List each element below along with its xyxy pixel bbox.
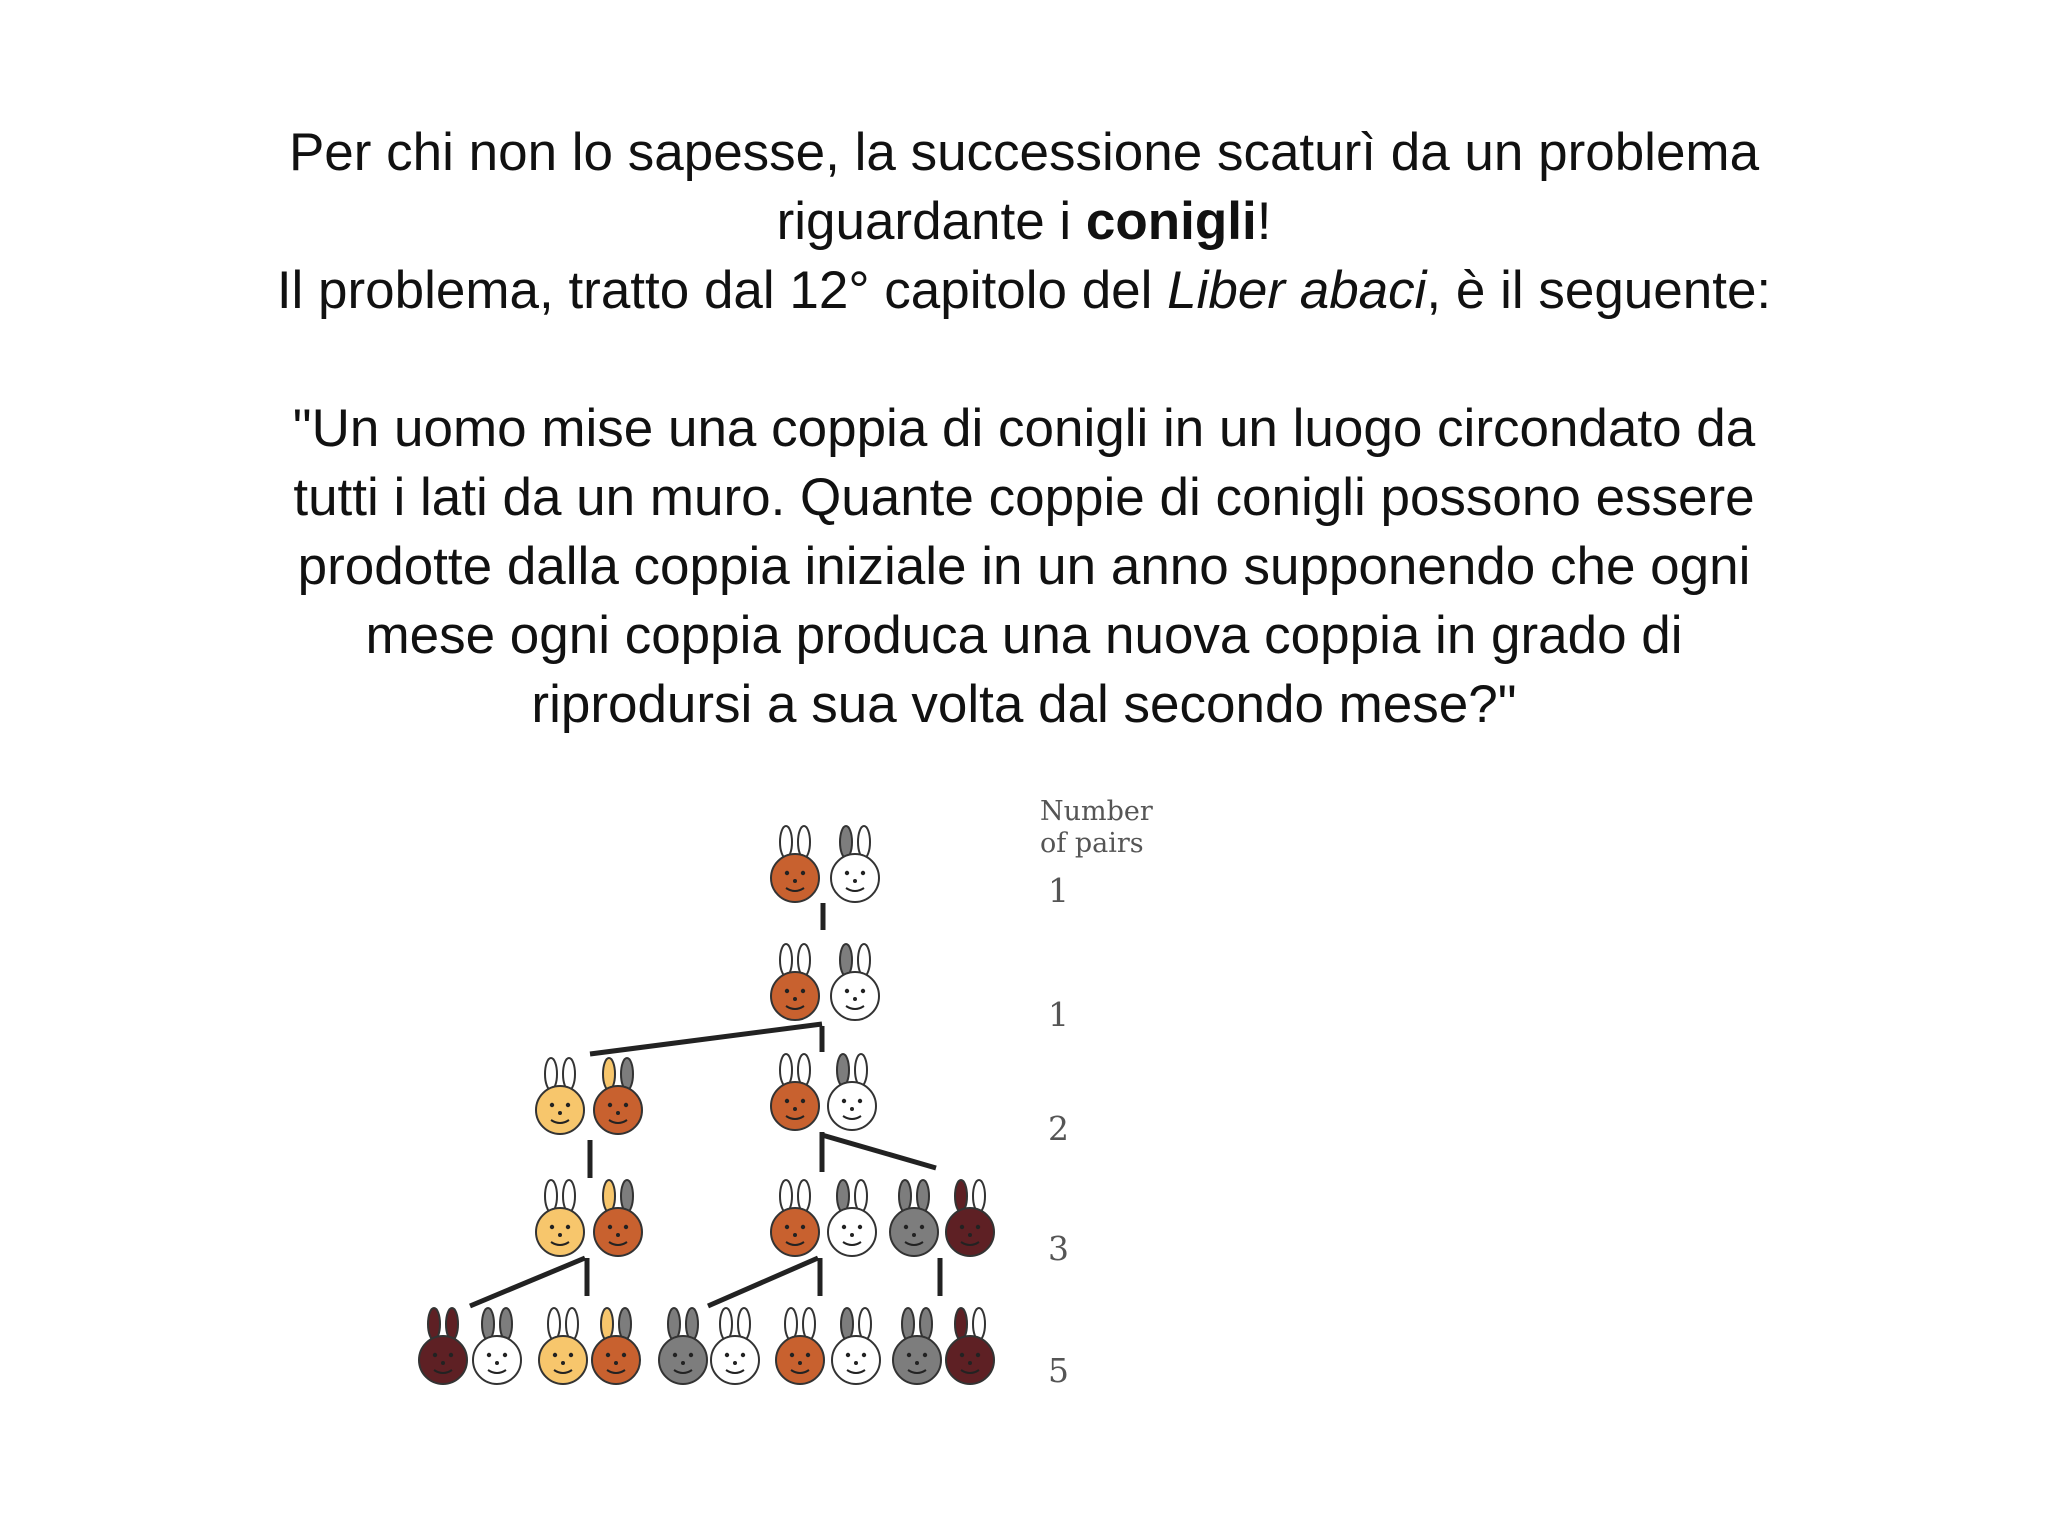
- rabbit-r4-6: [946, 1180, 994, 1256]
- quote-line-1: "Un uomo mise una coppia di conigli in un luogo circondato da: [292, 399, 1756, 458]
- rabbit-r5-10: [946, 1308, 994, 1384]
- paragraph-gap: [150, 325, 1898, 394]
- connector-r2-branch: [590, 1024, 822, 1054]
- pair-count-row-2: 1: [1048, 995, 1069, 1034]
- rabbit-r5-2: [473, 1308, 521, 1384]
- column-header-line-1: Number: [1040, 796, 1153, 827]
- intro-line-2-end: !: [1256, 192, 1272, 251]
- intro-line-3: [150, 256, 1898, 325]
- rabbit-r5-8: [832, 1308, 880, 1384]
- rabbit-r5-7: [776, 1308, 824, 1384]
- rabbit-r4-2: [594, 1180, 642, 1256]
- rabbit-r2-2: [831, 944, 879, 1020]
- connector-r4-mid-branch: [708, 1258, 818, 1306]
- rabbit-r5-9: [893, 1308, 941, 1384]
- rabbit-r5-3: [539, 1308, 587, 1384]
- connector-r4-left-branch: [470, 1258, 585, 1306]
- quote-line-5: riprodursi a sua volta dal secondo mese?": [531, 675, 1517, 734]
- rabbit-tree-figure: [0, 780, 2048, 1536]
- connector-r3-branch: [822, 1135, 936, 1168]
- rabbit-r5-4: [592, 1308, 640, 1384]
- pair-count-row-4: 3: [1048, 1229, 1069, 1268]
- rabbit-r4-4: [828, 1180, 876, 1256]
- rabbit-r4-1: [536, 1180, 584, 1256]
- pair-count-row-5: 5: [1048, 1351, 1069, 1390]
- rabbit-pairs: [419, 826, 994, 1384]
- rabbit-tree-svg: [0, 780, 2048, 1536]
- keyword-conigli: conigli: [1085, 192, 1257, 251]
- rabbit-r3-2: [594, 1058, 642, 1134]
- book-title: Liber abaci: [1167, 261, 1427, 320]
- text-content: [150, 118, 1898, 739]
- rabbit-r3-3: [771, 1054, 819, 1130]
- rabbit-r5-5: [659, 1308, 707, 1384]
- quote-line-4: mese ogni coppia produca una nuova coppia in grado di: [365, 606, 1683, 665]
- intro-line-3-end: , è il seguente:: [1426, 261, 1772, 320]
- rabbit-r4-5: [890, 1180, 938, 1256]
- rabbit-r3-1: [536, 1058, 584, 1134]
- intro-line-2: [150, 187, 1898, 256]
- quote-line-2: tutti i lati da un muro. Quante coppie di conigli possono essere: [293, 468, 1755, 527]
- pair-count-row-3: 2: [1048, 1109, 1069, 1148]
- intro-line-2-start: riguardante i: [776, 192, 1086, 251]
- pair-count-row-1: 1: [1048, 871, 1069, 910]
- intro-line-3-start: Il problema, tratto dal 12° capitolo del: [276, 261, 1168, 320]
- quote-line-3: prodotte dalla coppia iniziale in un anno supponendo che ogni: [297, 537, 1751, 596]
- rabbit-r4-3: [771, 1180, 819, 1256]
- rabbit-r1-1: [771, 826, 819, 902]
- rabbit-r5-6: [711, 1308, 759, 1384]
- column-header-line-2: of pairs: [1040, 828, 1144, 859]
- rabbit-r3-4: [828, 1054, 876, 1130]
- rabbit-r5-1: [419, 1308, 467, 1384]
- rabbit-r2-1: [771, 944, 819, 1020]
- rabbit-r1-2: [831, 826, 879, 902]
- intro-line-1: Per chi non lo sapesse, la successione scaturì da un problema: [288, 123, 1760, 182]
